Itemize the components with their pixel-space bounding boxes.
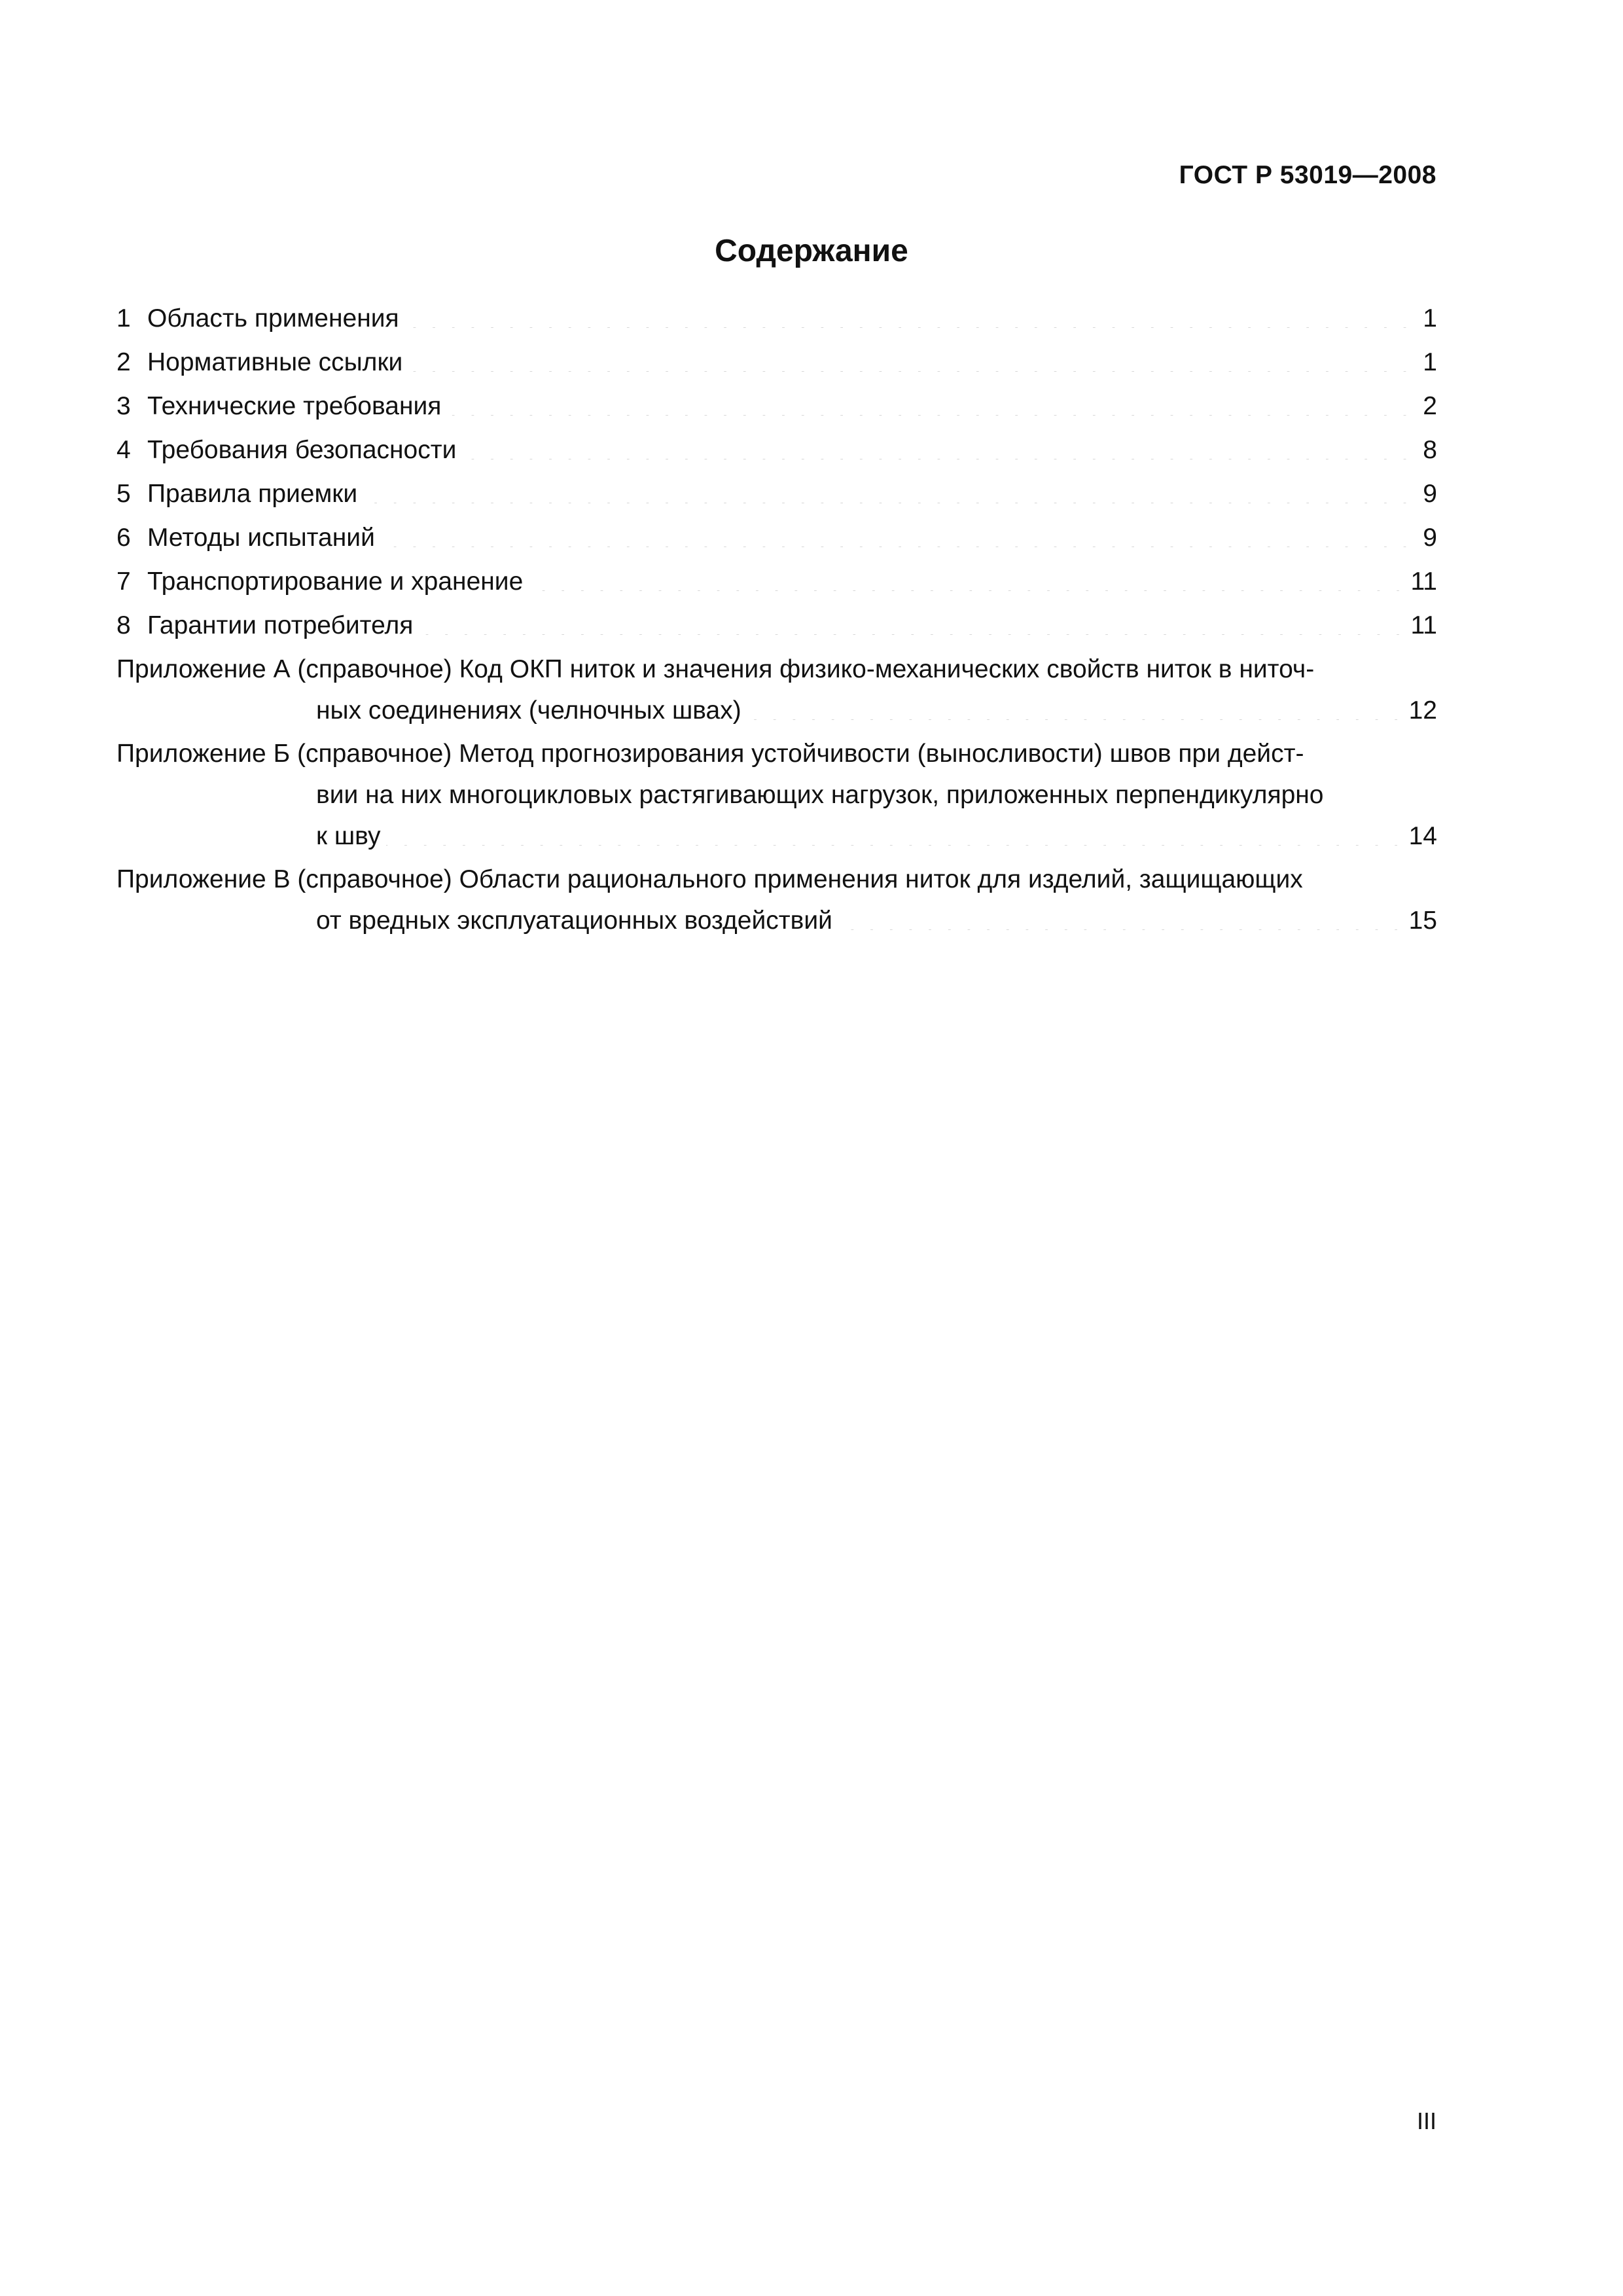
toc-item-2[interactable] <box>116 342 1437 383</box>
toc-item-number: 3 <box>116 392 131 420</box>
toc-appendix-line: ных соединениях (челночных швах) <box>316 696 741 725</box>
toc-item-title: Технические требования <box>147 392 442 420</box>
toc-appendix-line: Приложение А (справочное) Код ОКП ниток и значения физико-механических свойств ниток в ниточ- <box>116 655 1315 683</box>
toc-appendix-line: Приложение В (справочное) Области рационального применения ниток для изделий, защищающих <box>116 865 1303 893</box>
page-title: Содержание <box>715 234 908 268</box>
toc-item-number: 4 <box>116 436 131 464</box>
toc-item-title: Транспортирование и хранение <box>147 567 524 596</box>
toc-item-8[interactable] <box>116 605 1437 646</box>
dot-leader <box>418 609 1404 635</box>
toc-item-number: 7 <box>116 567 131 596</box>
toc-item-4[interactable] <box>116 429 1437 471</box>
dot-leader <box>363 477 1411 503</box>
toc-item-title: Требования безопасности <box>147 436 457 464</box>
dot-leader <box>747 694 1402 720</box>
dot-leader <box>380 521 1411 547</box>
toc-item-title: Нормативные ссылки <box>147 348 403 376</box>
toc-item-number: 2 <box>116 348 131 376</box>
toc-item-page: 14 <box>1408 822 1437 850</box>
toc-item-title: Правила приемки <box>147 480 358 508</box>
toc-item-number: 1 <box>116 304 131 332</box>
table-of-contents <box>116 298 1437 943</box>
dot-leader <box>446 389 1411 416</box>
toc-item-5[interactable] <box>116 473 1437 514</box>
toc-item-number: 6 <box>116 524 131 552</box>
toc-item-3[interactable] <box>116 386 1437 427</box>
toc-appendix-line: Приложение Б (справочное) Метод прогнозирования устойчивости (выносливости) швов при дейст- <box>116 740 1304 768</box>
toc-item-title: Область применения <box>147 304 399 332</box>
dot-leader <box>528 565 1404 591</box>
toc-item-page: 1 <box>1423 304 1437 332</box>
toc-item-page: 9 <box>1423 524 1437 552</box>
toc-appendix-a[interactable] <box>116 649 1437 731</box>
dot-leader <box>404 302 1411 328</box>
toc-item-page: 2 <box>1423 392 1437 420</box>
toc-appendix-line: вии на них многоцикловых растягивающих нагрузок, приложенных перпендикулярно <box>316 781 1324 809</box>
toc-item-title: Гарантии потребителя <box>147 611 414 639</box>
toc-item-6[interactable] <box>116 517 1437 558</box>
toc-item-7[interactable] <box>116 561 1437 602</box>
toc-appendix-line: к шву <box>316 822 381 850</box>
toc-item-page: 11 <box>1410 567 1437 596</box>
dot-leader <box>461 433 1411 459</box>
toc-item-page: 8 <box>1423 436 1437 464</box>
toc-item-page: 1 <box>1423 348 1437 376</box>
dot-leader <box>408 346 1411 372</box>
toc-item-page: 9 <box>1423 480 1437 508</box>
toc-item-page: 12 <box>1408 696 1437 725</box>
toc-item-page: 11 <box>1410 611 1437 639</box>
toc-item-page: 15 <box>1408 906 1437 935</box>
toc-appendix-c[interactable] <box>116 859 1437 941</box>
toc-item-1[interactable] <box>116 298 1437 339</box>
dot-leader <box>838 904 1402 930</box>
document-code: ГОСТ Р 53019—2008 <box>1179 161 1436 189</box>
toc-appendix-line: от вредных эксплуатационных воздействий <box>316 906 832 935</box>
toc-item-title: Методы испытаний <box>147 524 375 552</box>
page-number: III <box>1416 2108 1436 2134</box>
toc-item-number: 8 <box>116 611 131 639</box>
dot-leader <box>386 819 1402 846</box>
toc-item-number: 5 <box>116 480 131 508</box>
toc-appendix-b[interactable] <box>116 733 1437 857</box>
